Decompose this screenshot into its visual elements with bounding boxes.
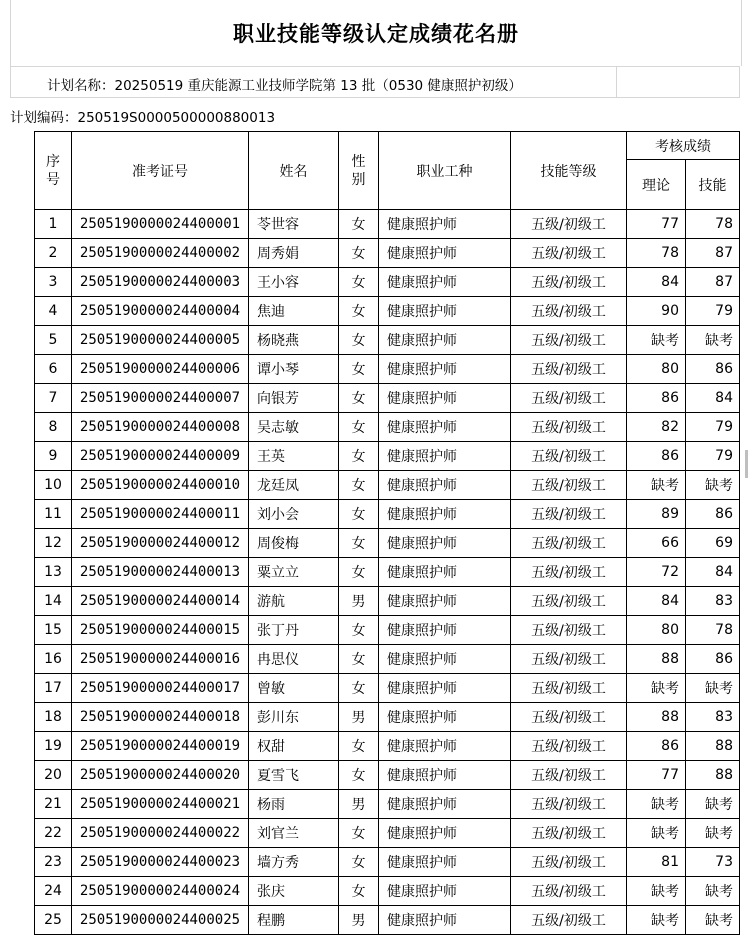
occupation-cell[interactable]: 健康照护师 [379,732,511,761]
exam-id-cell[interactable]: 2505190000024400016 [72,645,249,674]
theory-score-cell[interactable]: 86 [627,384,686,413]
gender-cell[interactable]: 女 [339,442,379,471]
skill-score-cell[interactable]: 86 [686,500,740,529]
header-level[interactable]: 技能等级 [511,132,627,210]
exam-id-cell[interactable]: 2505190000024400010 [72,471,249,500]
occupation-cell[interactable]: 健康照护师 [379,239,511,268]
exam-id-cell[interactable]: 2505190000024400011 [72,500,249,529]
plan-code-cell[interactable] [10,98,740,130]
theory-score-cell[interactable]: 90 [627,297,686,326]
exam-id-cell[interactable]: 2505190000024400023 [72,848,249,877]
occupation-cell[interactable]: 健康照护师 [379,384,511,413]
table-row[interactable] [35,761,740,790]
theory-score-cell[interactable]: 80 [627,616,686,645]
theory-score-cell[interactable]: 88 [627,645,686,674]
occupation-cell[interactable]: 健康照护师 [379,645,511,674]
table-row[interactable] [35,587,740,616]
gender-cell[interactable]: 女 [339,761,379,790]
gender-cell[interactable]: 女 [339,500,379,529]
name-cell[interactable]: 曾敏 [249,674,339,703]
name-cell[interactable]: 向银芳 [249,384,339,413]
skill-score-cell[interactable]: 83 [686,703,740,732]
level-cell[interactable]: 五级/初级工 [511,384,627,413]
theory-score-cell[interactable]: 缺考 [627,790,686,819]
theory-score-cell[interactable]: 89 [627,500,686,529]
theory-score-cell[interactable]: 66 [627,529,686,558]
seq-cell[interactable]: 17 [35,674,72,703]
gender-cell[interactable]: 女 [339,355,379,384]
occupation-cell[interactable]: 健康照护师 [379,210,511,239]
seq-cell[interactable]: 22 [35,819,72,848]
skill-score-cell[interactable]: 83 [686,587,740,616]
seq-cell[interactable]: 1 [35,210,72,239]
theory-score-cell[interactable]: 82 [627,413,686,442]
occupation-cell[interactable]: 健康照护师 [379,587,511,616]
gender-cell[interactable]: 女 [339,674,379,703]
name-cell[interactable]: 杨雨 [249,790,339,819]
name-cell[interactable]: 权甜 [249,732,339,761]
occupation-cell[interactable]: 健康照护师 [379,848,511,877]
exam-id-cell[interactable]: 2505190000024400022 [72,819,249,848]
level-cell[interactable]: 五级/初级工 [511,326,627,355]
level-cell[interactable]: 五级/初级工 [511,239,627,268]
seq-cell[interactable]: 18 [35,703,72,732]
exam-id-cell[interactable]: 2505190000024400020 [72,761,249,790]
header-seq-bottom: 号 [46,171,60,188]
exam-id-cell[interactable]: 2505190000024400018 [72,703,249,732]
table-row[interactable] [35,645,740,674]
gender-cell[interactable]: 女 [339,732,379,761]
occupation-cell[interactable]: 健康照护师 [379,906,511,935]
name-cell[interactable]: 彭川东 [249,703,339,732]
name-cell[interactable]: 张庆 [249,877,339,906]
gender-cell[interactable]: 女 [339,558,379,587]
name-cell[interactable]: 粟立立 [249,558,339,587]
theory-score-cell[interactable]: 缺考 [627,906,686,935]
seq-cell[interactable]: 10 [35,471,72,500]
skill-score-cell[interactable]: 79 [686,297,740,326]
level-cell[interactable]: 五级/初级工 [511,703,627,732]
level-cell[interactable]: 五级/初级工 [511,877,627,906]
exam-id-cell[interactable]: 2505190000024400021 [72,790,249,819]
occupation-cell[interactable]: 健康照护师 [379,790,511,819]
occupation-cell[interactable]: 健康照护师 [379,297,511,326]
gender-cell[interactable]: 女 [339,529,379,558]
theory-score-cell[interactable]: 72 [627,558,686,587]
header-skill[interactable]: 技能 [686,160,740,210]
skill-score-cell[interactable]: 78 [686,210,740,239]
seq-cell[interactable]: 9 [35,442,72,471]
skill-score-cell[interactable]: 87 [686,268,740,297]
occupation-cell[interactable]: 健康照护师 [379,413,511,442]
level-cell[interactable]: 五级/初级工 [511,355,627,384]
exam-id-cell[interactable]: 2505190000024400025 [72,906,249,935]
skill-score-cell[interactable]: 87 [686,239,740,268]
gender-cell[interactable]: 女 [339,297,379,326]
skill-score-cell[interactable]: 69 [686,529,740,558]
gender-cell[interactable]: 女 [339,645,379,674]
occupation-cell[interactable]: 健康照护师 [379,558,511,587]
cell-divider [616,67,617,97]
level-cell[interactable]: 五级/初级工 [511,529,627,558]
spreadsheet-page [10,0,740,943]
seq-cell[interactable]: 7 [35,384,72,413]
score-table [34,131,740,935]
level-cell[interactable]: 五级/初级工 [511,268,627,297]
seq-cell[interactable]: 24 [35,877,72,906]
theory-score-cell[interactable]: 88 [627,703,686,732]
exam-id-cell[interactable]: 2505190000024400013 [72,558,249,587]
page-title: 职业技能等级认定成绩花名册 [233,22,519,46]
scroll-indicator[interactable] [745,450,748,478]
occupation-cell[interactable]: 健康照护师 [379,819,511,848]
occupation-cell[interactable]: 健康照护师 [379,500,511,529]
level-cell[interactable]: 五级/初级工 [511,471,627,500]
table-row[interactable] [35,819,740,848]
theory-score-cell[interactable]: 84 [627,587,686,616]
table-row[interactable] [35,384,740,413]
exam-id-cell[interactable]: 2505190000024400005 [72,326,249,355]
theory-score-cell[interactable]: 77 [627,761,686,790]
exam-id-cell[interactable]: 2505190000024400001 [72,210,249,239]
theory-score-cell[interactable]: 84 [627,268,686,297]
header-gender-top: 性 [351,153,366,170]
header-seq[interactable] [35,132,72,210]
table-row[interactable] [35,790,740,819]
table-row[interactable] [35,355,740,384]
table-row[interactable] [35,268,740,297]
gender-cell[interactable]: 女 [339,210,379,239]
exam-id-cell[interactable]: 2505190000024400008 [72,413,249,442]
table-row[interactable] [35,297,740,326]
gender-cell[interactable]: 女 [339,616,379,645]
seq-cell[interactable]: 15 [35,616,72,645]
occupation-cell[interactable]: 健康照护师 [379,442,511,471]
exam-id-cell[interactable]: 2505190000024400017 [72,674,249,703]
table-row[interactable] [35,848,740,877]
exam-id-cell[interactable]: 2505190000024400014 [72,587,249,616]
theory-score-cell[interactable]: 缺考 [627,877,686,906]
skill-score-cell[interactable]: 88 [686,761,740,790]
table-row[interactable] [35,877,740,906]
theory-score-cell[interactable]: 缺考 [627,819,686,848]
seq-cell[interactable]: 4 [35,297,72,326]
gender-cell[interactable]: 男 [339,790,379,819]
gender-cell[interactable]: 男 [339,587,379,616]
header-occupation[interactable]: 职业工种 [379,132,511,210]
occupation-cell[interactable]: 健康照护师 [379,268,511,297]
gender-cell[interactable]: 女 [339,239,379,268]
seq-cell[interactable]: 20 [35,761,72,790]
name-cell[interactable]: 夏雪飞 [249,761,339,790]
skill-score-cell[interactable]: 84 [686,558,740,587]
table-body [35,210,740,935]
level-cell[interactable]: 五级/初级工 [511,500,627,529]
occupation-cell[interactable]: 健康照护师 [379,471,511,500]
table-row[interactable] [35,239,740,268]
level-cell[interactable]: 五级/初级工 [511,790,627,819]
theory-score-cell[interactable]: 81 [627,848,686,877]
table-row[interactable] [35,500,740,529]
seq-cell[interactable]: 8 [35,413,72,442]
skill-score-cell[interactable]: 缺考 [686,674,740,703]
table-row[interactable] [35,442,740,471]
theory-score-cell[interactable]: 86 [627,732,686,761]
skill-score-cell[interactable]: 缺考 [686,906,740,935]
skill-score-cell[interactable]: 缺考 [686,471,740,500]
table-row[interactable] [35,616,740,645]
seq-cell[interactable]: 12 [35,529,72,558]
skill-score-cell[interactable]: 88 [686,732,740,761]
level-cell[interactable]: 五级/初级工 [511,442,627,471]
header-exam-id[interactable]: 准考证号 [72,132,249,210]
occupation-cell[interactable]: 健康照护师 [379,761,511,790]
theory-score-cell[interactable]: 86 [627,442,686,471]
theory-score-cell[interactable]: 80 [627,355,686,384]
theory-score-cell[interactable]: 缺考 [627,326,686,355]
skill-score-cell[interactable]: 86 [686,355,740,384]
level-cell[interactable]: 五级/初级工 [511,674,627,703]
name-cell[interactable]: 王英 [249,442,339,471]
plan-code: 计划编码：250519S0000500000880013 [10,110,276,126]
exam-id-cell[interactable]: 2505190000024400006 [72,355,249,384]
name-cell[interactable]: 冉思仪 [249,645,339,674]
plan-name-cell[interactable] [10,66,740,98]
exam-id-cell[interactable]: 2505190000024400015 [72,616,249,645]
level-cell[interactable]: 五级/初级工 [511,297,627,326]
skill-score-cell[interactable]: 缺考 [686,819,740,848]
level-cell[interactable]: 五级/初级工 [511,558,627,587]
seq-cell[interactable]: 5 [35,326,72,355]
gender-cell[interactable]: 男 [339,703,379,732]
occupation-cell[interactable]: 健康照护师 [379,326,511,355]
gender-cell[interactable]: 女 [339,471,379,500]
name-cell[interactable]: 吴志敏 [249,413,339,442]
exam-id-cell[interactable]: 2505190000024400024 [72,877,249,906]
table-row[interactable] [35,703,740,732]
seq-cell[interactable]: 3 [35,268,72,297]
level-cell[interactable]: 五级/初级工 [511,210,627,239]
skill-score-cell[interactable]: 78 [686,616,740,645]
name-cell[interactable]: 墙方秀 [249,848,339,877]
table-row[interactable] [35,558,740,587]
exam-id-cell[interactable]: 2505190000024400002 [72,239,249,268]
table-row[interactable] [35,529,740,558]
name-cell[interactable]: 龙廷凤 [249,471,339,500]
gender-cell[interactable]: 女 [339,384,379,413]
level-cell[interactable]: 五级/初级工 [511,413,627,442]
table-row[interactable] [35,326,740,355]
name-cell[interactable]: 刘小会 [249,500,339,529]
name-cell[interactable]: 王小容 [249,268,339,297]
table-row[interactable] [35,674,740,703]
level-cell[interactable]: 五级/初级工 [511,848,627,877]
gender-cell[interactable]: 女 [339,819,379,848]
header-theory[interactable]: 理论 [627,160,686,210]
seq-cell[interactable]: 6 [35,355,72,384]
occupation-cell[interactable]: 健康照护师 [379,703,511,732]
skill-score-cell[interactable]: 73 [686,848,740,877]
seq-cell[interactable]: 13 [35,558,72,587]
seq-cell[interactable]: 25 [35,906,72,935]
name-cell[interactable]: 游航 [249,587,339,616]
gender-cell[interactable]: 女 [339,268,379,297]
skill-score-cell[interactable]: 86 [686,645,740,674]
skill-score-cell[interactable]: 79 [686,442,740,471]
table-row[interactable] [35,471,740,500]
exam-id-cell[interactable]: 2505190000024400003 [72,268,249,297]
header-gender-bottom: 别 [351,171,366,188]
header-score-group[interactable]: 考核成绩 [627,132,740,160]
name-cell[interactable]: 程鹏 [249,906,339,935]
skill-score-cell[interactable]: 缺考 [686,326,740,355]
name-cell[interactable]: 周秀娟 [249,239,339,268]
theory-score-cell[interactable]: 缺考 [627,471,686,500]
seq-cell[interactable]: 23 [35,848,72,877]
header-gender[interactable] [339,132,379,210]
level-cell[interactable]: 五级/初级工 [511,732,627,761]
level-cell[interactable]: 五级/初级工 [511,906,627,935]
gender-cell[interactable]: 女 [339,413,379,442]
header-seq-top: 序 [46,153,60,170]
exam-id-cell[interactable]: 2505190000024400007 [72,384,249,413]
exam-id-cell[interactable]: 2505190000024400009 [72,442,249,471]
occupation-cell[interactable]: 健康照护师 [379,616,511,645]
name-cell[interactable]: 张丁丹 [249,616,339,645]
skill-score-cell[interactable]: 缺考 [686,877,740,906]
name-cell[interactable]: 谭小琴 [249,355,339,384]
name-cell[interactable]: 焦迪 [249,297,339,326]
occupation-cell[interactable]: 健康照护师 [379,674,511,703]
seq-cell[interactable]: 19 [35,732,72,761]
skill-score-cell[interactable]: 84 [686,384,740,413]
level-cell[interactable]: 五级/初级工 [511,645,627,674]
level-cell[interactable]: 五级/初级工 [511,616,627,645]
seq-cell[interactable]: 16 [35,645,72,674]
skill-score-cell[interactable]: 79 [686,413,740,442]
skill-score-cell[interactable]: 缺考 [686,790,740,819]
occupation-cell[interactable]: 健康照护师 [379,529,511,558]
gender-cell[interactable]: 女 [339,877,379,906]
name-cell[interactable]: 刘官兰 [249,819,339,848]
gender-cell[interactable]: 女 [339,326,379,355]
gender-cell[interactable]: 女 [339,848,379,877]
occupation-cell[interactable]: 健康照护师 [379,877,511,906]
table-row[interactable] [35,210,740,239]
exam-id-cell[interactable]: 2505190000024400019 [72,732,249,761]
name-cell[interactable]: 杨晓燕 [249,326,339,355]
seq-cell[interactable]: 2 [35,239,72,268]
table-row[interactable] [35,413,740,442]
gender-cell[interactable]: 男 [339,906,379,935]
exam-id-cell[interactable]: 2505190000024400012 [72,529,249,558]
name-cell[interactable]: 周俊梅 [249,529,339,558]
exam-id-cell[interactable]: 2505190000024400004 [72,297,249,326]
level-cell[interactable]: 五级/初级工 [511,587,627,616]
seq-cell[interactable]: 11 [35,500,72,529]
theory-score-cell[interactable]: 77 [627,210,686,239]
seq-cell[interactable]: 14 [35,587,72,616]
title-cell[interactable] [10,0,742,66]
seq-cell[interactable]: 21 [35,790,72,819]
level-cell[interactable]: 五级/初级工 [511,819,627,848]
plan-name: 计划名称：20250519 重庆能源工业技师学院第 13 批（0530 健康照护初级） [47,78,522,94]
table-row[interactable] [35,732,740,761]
occupation-cell[interactable]: 健康照护师 [379,355,511,384]
level-cell[interactable]: 五级/初级工 [511,761,627,790]
name-cell[interactable]: 苓世容 [249,210,339,239]
theory-score-cell[interactable]: 缺考 [627,674,686,703]
table-row[interactable] [35,906,740,935]
header-name[interactable]: 姓名 [249,132,339,210]
theory-score-cell[interactable]: 78 [627,239,686,268]
